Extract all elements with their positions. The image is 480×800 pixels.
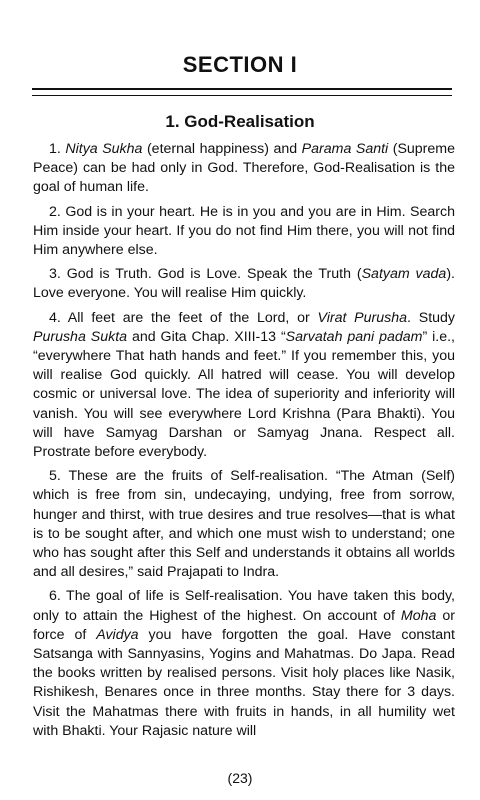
text-run: ). Love everyone. You will realise Him quickly. [33, 266, 455, 302]
italic-term: Avidya [96, 626, 139, 643]
text-run: ” i.e., “everywhere That hath hands and feet.” If you remember this, you will realise God quickly. All hatred will cease. You will develop cosmic or universal love. The idea of superiority and inferiority will vanish. You will see everywhere Lord Krishna (Para Bhakti). You will have Samyag Darshan or Samyag Jnana. Respect all. Prostrate before everybody. [33, 328, 455, 461]
page-number: (23) [227, 770, 253, 786]
text-run: (eternal happiness) and [142, 141, 302, 157]
italic-term: Satyam vada [361, 266, 447, 283]
header-rule-thick [32, 88, 452, 90]
paragraph [33, 265, 455, 303]
italic-term: Parama Santi [301, 141, 389, 157]
italic-term: Moha [400, 607, 437, 624]
paragraph [33, 587, 455, 741]
text-run: and Gita Chap. XIII-13 “ [127, 328, 286, 345]
text-run: 6. The goal of life is Self-realisation. You have taken this body, only to attain the Highest of the highest. On account of [33, 588, 455, 624]
paragraph [33, 203, 455, 261]
body-text [33, 140, 455, 746]
paragraph [33, 309, 455, 463]
text-run: . Study [407, 309, 456, 326]
italic-term: Sarvatah pani padam [285, 328, 423, 345]
text-run: or force of [33, 607, 455, 643]
text-run: 3. God is Truth. God is Love. Speak the Truth ( [49, 266, 362, 283]
text-run: 2. God is in your heart. He is in you and you are in Him. Search Him inside your heart. If you do not find Him there, you will not find Him anywhere else. [33, 203, 455, 259]
paragraph [33, 140, 455, 198]
text-run: 5. These are the fruits of Self-realisation. “The Atman (Self) which is free from sin, undecaying, undying, free from sorrow, hunger and thirst, with true desires and true resolves—that is what is to be sought after, and which one must wish to understand; one who has sought after this Self and understands it obtains all worlds and all desires,” said Prajapati to Indra. [33, 468, 455, 581]
text-run: you have forgotten the goal. Have constant Satsanga with Sannyasins, Yogins and Mahatmas. Do Japa. Read the books written by realised persons. Visit holy places like Nasik, Rishikesh, Benares once in three months. Stay there for 3 days. Visit the Mahatmas there with fruits in hands, in all humility wet with Bhakti. Your Rajasic nature will [33, 626, 455, 739]
italic-term: Purusha Sukta [33, 328, 128, 345]
text-run: 4. All feet are the feet of the Lord, or [49, 309, 318, 326]
section-title: SECTION I [182, 52, 298, 77]
chapter-title: 1. God-Realisation [165, 112, 315, 131]
italic-term: Nitya Sukha [65, 141, 143, 157]
paragraph [33, 467, 455, 582]
header-rule-thin [32, 95, 452, 96]
text-run: 1. [49, 141, 66, 157]
italic-term: Virat Purusha [317, 309, 408, 326]
text-run: (Supreme Peace) can be had only in God. Therefore, God-Realisation is the goal of human life. [33, 141, 456, 196]
